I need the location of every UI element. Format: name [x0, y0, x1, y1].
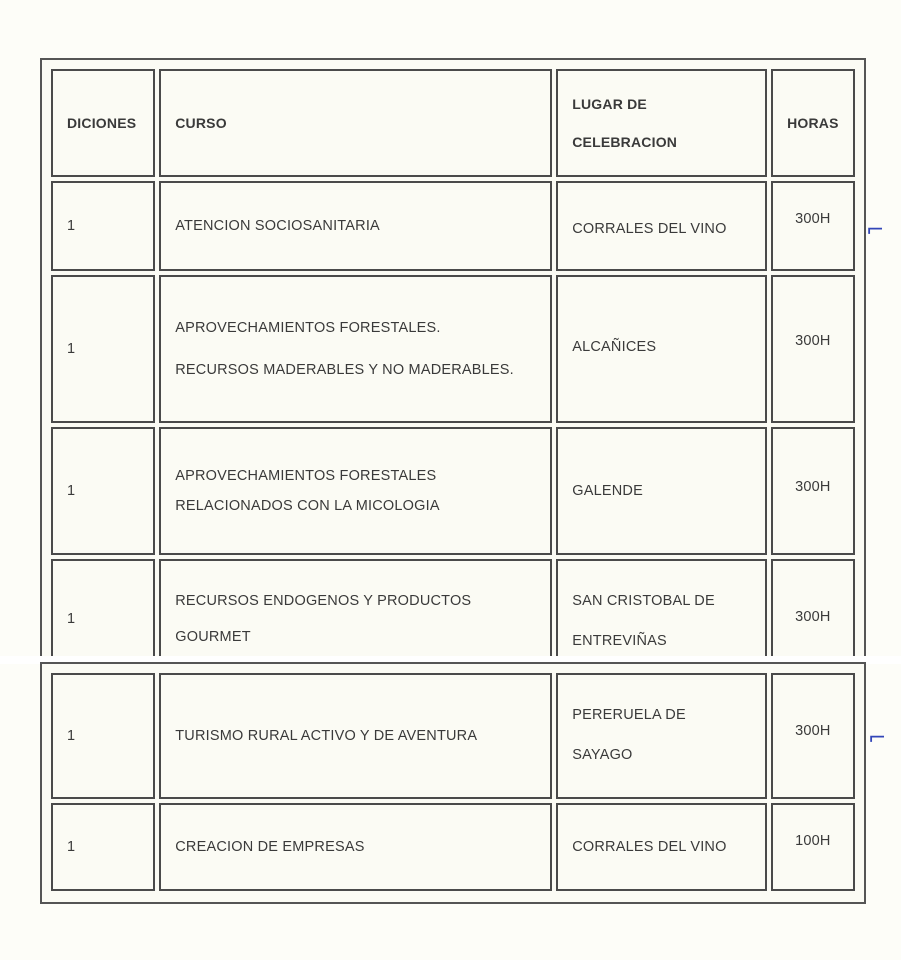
cell-ediciones: 1 — [51, 181, 155, 271]
cell-curso: ATENCION SOCIOSANITARIA — [159, 181, 552, 271]
table-row — [51, 275, 855, 423]
table-row — [51, 427, 855, 555]
cell-curso — [159, 427, 552, 555]
cell-lugar — [556, 673, 767, 799]
cell-lugar-line2: ENTREVIÑAS — [572, 633, 667, 649]
cell-lugar: ALCAÑICES — [556, 275, 767, 423]
cell-horas: 300H — [771, 427, 855, 555]
table-row — [51, 803, 855, 891]
cell-curso-line1: RECURSOS ENDOGENOS Y PRODUCTOS — [175, 593, 472, 609]
cell-lugar: CORRALES DEL VINO — [556, 181, 767, 271]
cell-ediciones: 1 — [51, 803, 155, 891]
cell-curso-line1: APROVECHAMIENTOS FORESTALES — [175, 468, 437, 484]
table-sheet-top — [40, 58, 866, 658]
table-sheet-bottom — [40, 662, 866, 904]
cell-curso: CREACION DE EMPRESAS — [159, 803, 552, 891]
cell-ediciones: 1 — [51, 275, 155, 423]
cell-curso-line2: RECURSOS MADERABLES Y NO MADERABLES. — [175, 362, 514, 378]
cell-curso-line1: APROVECHAMIENTOS FORESTALES. — [175, 320, 441, 336]
header-lugar — [556, 69, 767, 177]
table-row — [51, 673, 855, 799]
header-lugar-line2: CELEBRACION — [572, 134, 678, 150]
cell-lugar-line1: PERERUELA DE — [572, 707, 686, 723]
header-ediciones: DICIONES — [51, 69, 155, 177]
table-header-row — [51, 69, 855, 177]
pen-tick-mark: ⌐ — [868, 726, 887, 751]
cell-ediciones: 1 — [51, 427, 155, 555]
table-row — [51, 181, 855, 271]
courses-table-continued — [47, 669, 859, 895]
cell-horas: 300H — [771, 181, 855, 271]
cell-lugar: GALENDE — [556, 427, 767, 555]
cell-curso-line2: GOURMET — [175, 629, 251, 645]
header-horas: HORAS — [771, 69, 855, 177]
cell-curso: TURISMO RURAL ACTIVO Y DE AVENTURA — [159, 673, 552, 799]
cell-curso-line2: RELACIONADOS CON LA MICOLOGIA — [175, 498, 440, 514]
cell-ediciones: 1 — [51, 673, 155, 799]
cell-curso — [159, 275, 552, 423]
cell-horas: 300H — [771, 275, 855, 423]
pen-tick-mark: ⌐ — [866, 218, 885, 243]
cell-lugar-line1: SAN CRISTOBAL DE — [572, 593, 715, 609]
cell-horas: 100H — [771, 803, 855, 891]
cell-lugar-line2: SAYAGO — [572, 747, 633, 763]
courses-table — [47, 65, 859, 683]
header-curso: CURSO — [159, 69, 552, 177]
cell-horas: 300H — [771, 559, 855, 679]
cell-ediciones: 1 — [51, 559, 155, 679]
cell-horas: 300H — [771, 673, 855, 799]
cell-lugar: CORRALES DEL VINO — [556, 803, 767, 891]
header-lugar-line1: LUGAR DE — [572, 96, 647, 112]
